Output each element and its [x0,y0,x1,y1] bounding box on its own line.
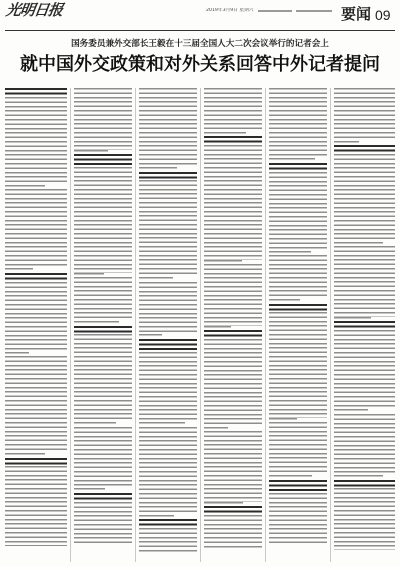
question-lead-lines [74,493,132,502]
body-text-lines [269,172,327,251]
body-text-lines [204,515,262,550]
article-kicker: 国务委员兼外交部长王毅在十三届全国人大二次会议举行的记者会上 [71,39,329,49]
question-lead-lines [5,273,67,282]
body-text-lines [139,427,197,515]
article-column [135,88,200,562]
question-lead-lines [269,480,327,493]
article-column [265,88,330,562]
body-text-lines [74,334,132,422]
body-text-lines [204,339,262,427]
body-text-lines [269,255,327,299]
body-text-lines [269,88,327,158]
body-text-lines [334,154,395,242]
body-text-lines [74,277,132,321]
question-lead-lines [204,330,262,339]
question-lead-lines [74,326,132,335]
question-lead-lines [204,506,262,515]
body-text-lines [74,167,132,273]
question-lead-lines [139,172,197,181]
article-column [70,88,135,562]
body-text-lines [5,466,67,545]
body-text-lines [269,422,327,475]
body-text-lines [269,493,327,546]
body-text-lines [204,431,262,501]
body-text-lines [204,88,262,132]
question-lead-lines [139,339,197,352]
article-column [330,88,395,562]
question-lead-lines [334,480,395,489]
question-lead-lines [269,304,327,313]
question-lead-lines [5,88,67,97]
body-text-lines [139,180,197,277]
body-text-lines [5,97,67,185]
body-text-lines [139,88,197,167]
body-text-lines [334,330,395,409]
body-text-lines [74,88,132,150]
question-lead-lines [334,321,395,330]
issue-date: 2019年3月9日 星期六 [206,8,254,13]
section-title: 要闻 [341,5,372,23]
body-text-lines [139,528,197,554]
body-text-lines [74,427,132,489]
body-text-lines [5,282,67,352]
body-text-lines [334,414,395,476]
question-lead-lines [204,136,262,145]
article-column [200,88,265,562]
body-text-lines [204,264,262,326]
body-text-lines [74,502,132,546]
body-text-lines [334,488,395,550]
page-number: 09 [375,7,391,23]
body-text-lines [139,352,197,422]
header-rule [5,30,395,31]
body-text-lines [5,356,67,453]
header-info [206,8,334,16]
header-credit-lines [258,10,292,12]
body-text-lines [204,145,262,259]
question-lead-lines [269,163,327,172]
article-body [5,88,395,562]
masthead-logo: 光明日报 [4,1,64,19]
question-lead-lines [74,154,132,167]
body-text-lines [334,246,395,316]
question-lead-lines [139,519,197,528]
body-text-lines [334,88,395,141]
question-lead-lines [334,145,395,154]
article-column [5,88,70,562]
header-credit-lines [296,10,332,12]
body-text-lines [269,312,327,418]
article-headline: 就中国外交政策和对外关系回答中外记者提问 [20,54,380,75]
question-lead-lines [5,458,67,467]
body-text-lines [5,189,67,268]
body-text-lines [139,282,197,335]
